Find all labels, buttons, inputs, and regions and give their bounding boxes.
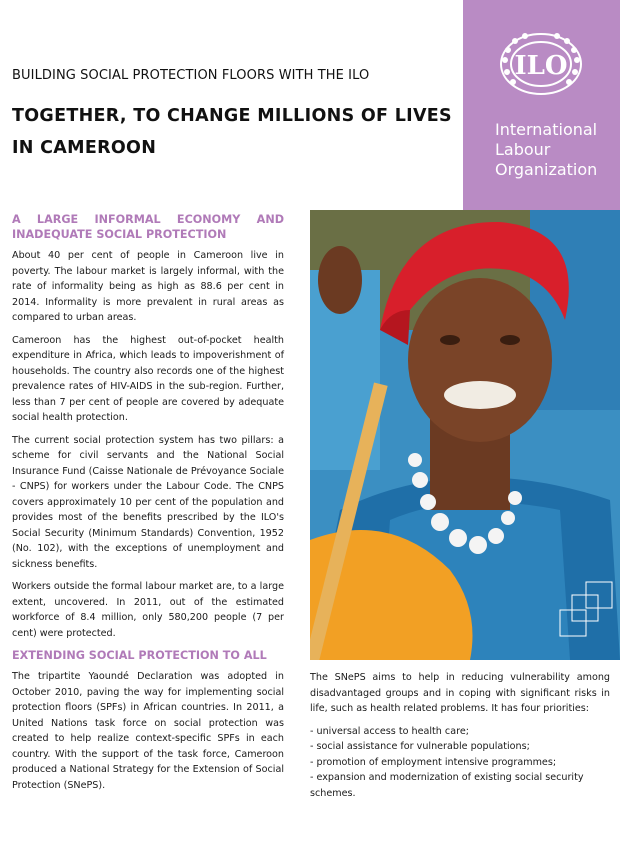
right-column [310, 670, 610, 801]
paragraph: Cameroon has the highest out-of-pocket health expenditure in Africa, which leads to impoverishment of households. The country also records one of the highest prevalence rates of HIV-AIDS in the sub-region. Further, less than 7 per cent of people are covered by adequate social health protection. [12, 334, 284, 423]
paragraph: The current social protection system has two pillars: a scheme for civil servants and the National Social Insurance Fund (Caisse Nationale de Prévoyance Sociale - CNPS) for workers under the Labour Code. The CNPS covers approximately 10 per cent of the population and provides most of the benefits prescribed by the ILO's Social Security (Minimum Standards) Convention, 1952 (No. 102), with the exceptions of unemployment and sickness benefits. [12, 434, 284, 570]
header-kicker: BUILDING SOCIAL PROTECTION FLOORS WITH THE ILO [12, 68, 370, 83]
paragraph: About 40 per cent of people in Cameroon live in poverty. The labour market is largely informal, with the rate of informality being as high as 88.6 per cent in 2014. Informality is more prevalent in rural areas as compared to urban areas. [12, 250, 284, 323]
priority-item: - social assistance for vulnerable populations; [310, 741, 530, 752]
section-heading-extending: EXTENDING SOCIAL PROTECTION TO ALL [12, 649, 267, 662]
page-title: TOGETHER, TO CHANGE MILLIONS OF LIVES IN CAMEROON [12, 106, 452, 158]
left-column [12, 212, 284, 800]
ilo-emblem-text: ILO [514, 51, 568, 81]
section-heading-informal: A LARGE INFORMAL ECONOMY AND INADEQUATE SOCIAL PROTECTION [12, 213, 284, 241]
cover-photo [310, 210, 620, 660]
ilo-emblem-icon [497, 30, 585, 100]
paragraph: Workers outside the formal labour market are, to a large extent, uncovered. In 2011, out of the estimated workforce of 8.4 million, only 580,200 people (7 per cent) were protected. [12, 581, 284, 639]
priority-item: - expansion and modernization of existing social security schemes. [310, 772, 584, 799]
sneps-intro: The SNePS aims to help in reducing vulnerability among disadvantaged groups and in coping with significant risks in life, such as health related problems. It has four priorities: [310, 672, 610, 714]
org-name-line-1: International [495, 120, 598, 139]
priority-item: - universal access to health care; [310, 725, 469, 737]
org-name-line-2: Labour [495, 140, 551, 159]
paragraph: The tripartite Yaoundé Declaration was adopted in October 2010, paving the way for implementing social protection floors (SPFs) in African countries. In 2011, a United Nations task force on social protection was created to help realize context-specific SPFs in each country. With the support of the task force, Cameroon produced a National Strategy for the Extension of Social Protection (SNePS). [12, 671, 284, 791]
woman-photo-illustration [310, 210, 620, 660]
priority-item: - promotion of employment intensive programmes; [310, 756, 557, 768]
ilo-logo-panel [463, 0, 620, 210]
org-name-line-3: Organization [495, 160, 598, 179]
